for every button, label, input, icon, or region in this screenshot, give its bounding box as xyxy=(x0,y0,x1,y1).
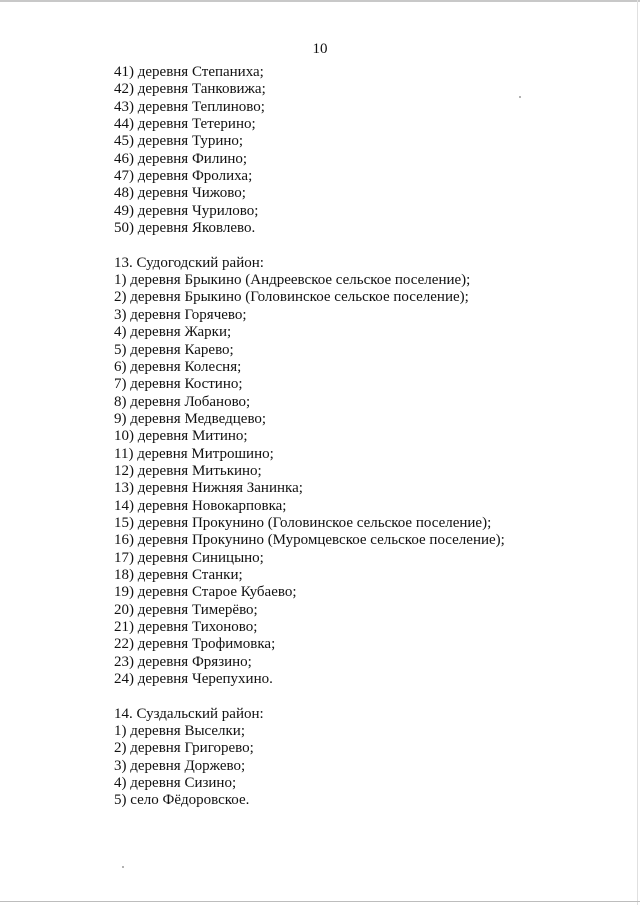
list-item: 48) деревня Чижово; xyxy=(114,185,246,202)
list-item: 13) деревня Нижняя Занинка; xyxy=(114,480,303,497)
list-item: 45) деревня Турино; xyxy=(114,133,244,150)
list-item: 8) деревня Лобаново; xyxy=(114,393,251,410)
list-item: 19) деревня Старое Кубаево; xyxy=(114,584,297,601)
list-item: 22) деревня Трофимовка; xyxy=(114,636,276,653)
list-item: 15) деревня Прокунино (Головинское сельское поселение); xyxy=(114,514,492,531)
section-heading: 14. Суздальский район: xyxy=(114,705,264,722)
list-item: 46) деревня Филино; xyxy=(114,150,248,167)
list-item: 3) деревня Горячево; xyxy=(114,306,247,323)
scan-border-right xyxy=(637,0,638,905)
list-item: 9) деревня Медведцево; xyxy=(114,410,267,427)
list-item: 11) деревня Митрошино; xyxy=(114,445,274,462)
list-item: 42) деревня Танковижа; xyxy=(114,81,266,98)
list-item: 47) деревня Фролиха; xyxy=(114,168,253,185)
list-item: 3) деревня Доржево; xyxy=(114,757,246,774)
list-item: 4) деревня Сизино; xyxy=(114,775,237,792)
list-item: 6) деревня Колесня; xyxy=(114,358,242,375)
list-item: 12) деревня Митькино; xyxy=(114,462,262,479)
section-suzdalsky xyxy=(114,706,614,810)
section-sudogodsky xyxy=(114,255,614,689)
list-item: 17) деревня Синицыно; xyxy=(114,549,264,566)
page-number: 10 xyxy=(312,41,328,57)
list-item: 1) деревня Выселки; xyxy=(114,723,246,740)
list-item: 2) деревня Григорево; xyxy=(114,740,254,757)
list-item: 5) село Фёдоровское. xyxy=(114,792,250,809)
list-item: 49) деревня Чурилово; xyxy=(114,202,259,219)
list-item: 10) деревня Митино; xyxy=(114,428,248,445)
list-item: 2) деревня Брыкино (Головинское сельское поселение); xyxy=(114,289,469,306)
list-item: 16) деревня Прокунино (Муромцевское сельское поселение); xyxy=(114,532,505,549)
list-item: 24) деревня Черепухино. xyxy=(114,671,273,688)
list-item: 21) деревня Тихоново; xyxy=(114,619,258,635)
list-item: 4) деревня Жарки; xyxy=(114,324,232,341)
list-item: 20) деревня Тимерёво; xyxy=(114,601,258,618)
list-item: 43) деревня Теплиново; xyxy=(114,98,265,115)
list-item: 5) деревня Карево; xyxy=(114,341,234,358)
list-item: 23) деревня Фрязино; xyxy=(114,653,252,670)
list-item: 7) деревня Костино; xyxy=(114,376,243,393)
list-item: 44) деревня Тетерино; xyxy=(114,116,256,133)
list-item: 1) деревня Брыкино (Андреевское сельское поселение); xyxy=(114,272,471,289)
list-item: 18) деревня Станки; xyxy=(114,566,243,583)
section-gap xyxy=(114,237,614,254)
list-item: 41) деревня Степаниха; xyxy=(114,64,264,80)
list-continuation xyxy=(114,64,614,237)
scan-border-bottom xyxy=(0,901,640,902)
list-item: 50) деревня Яковлево. xyxy=(114,220,256,237)
section-heading: 13. Судогодский район: xyxy=(114,254,264,271)
document-body xyxy=(114,64,614,810)
scan-border-top xyxy=(0,0,640,2)
list-item: 14) деревня Новокарповка; xyxy=(114,497,287,514)
section-gap xyxy=(114,688,614,705)
scan-speck xyxy=(122,866,124,868)
